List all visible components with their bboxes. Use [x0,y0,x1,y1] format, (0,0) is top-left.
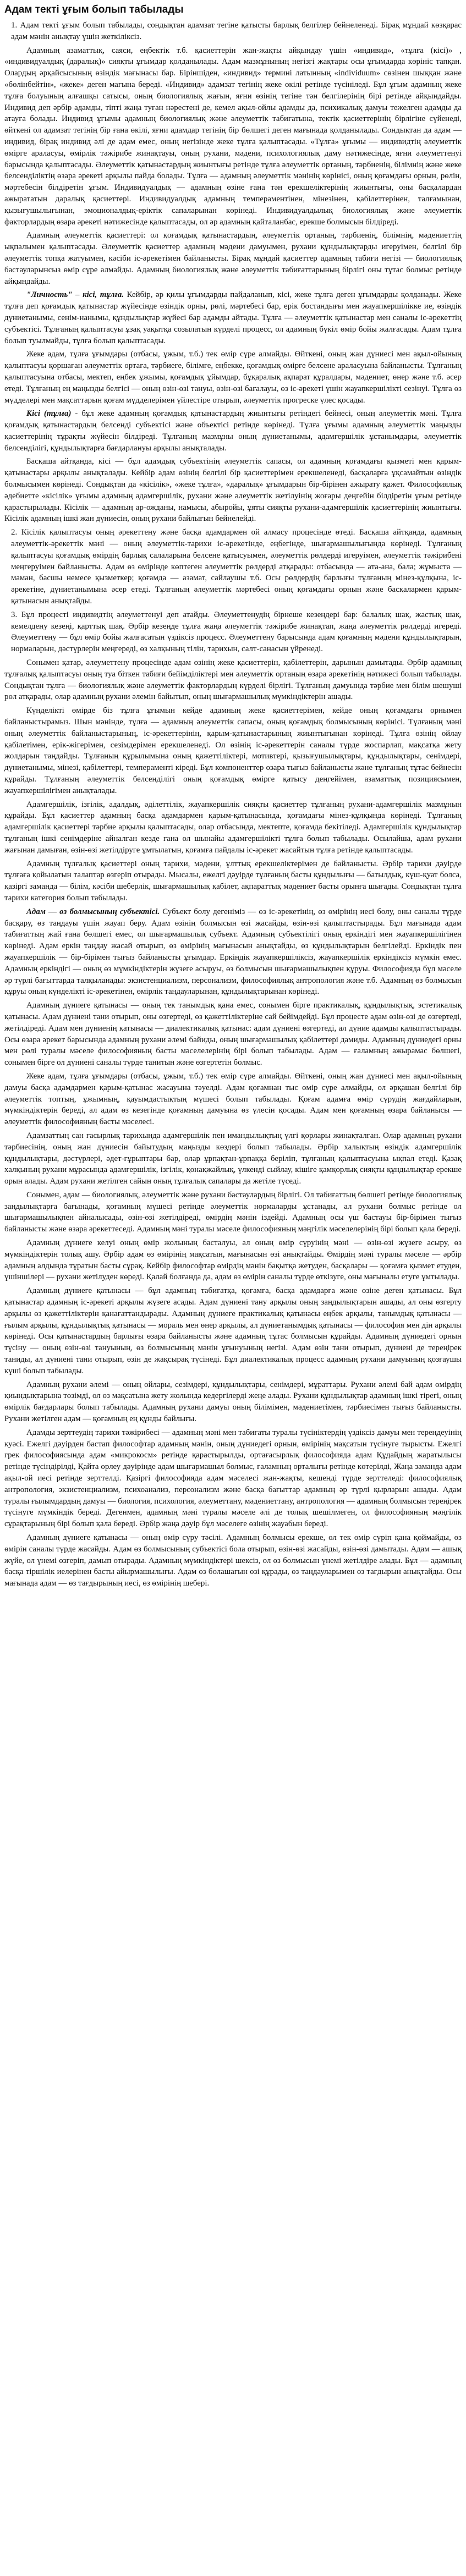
body-paragraph: Адамның рухани әлемі — оның ойлары, сезімдері, құндылықтары, сенімдері, мұраттары. Рухани әлемі бай адам өмірдің қиындықтарына төзімді, ол өз мақсатына жету жолында кедергілерді жеңе алады. Рухани құндылықтар адамның ішкі тірегі, оның өмірлік бағдарлары болып табылады. Адамның рухани дамуы оның білімімен, мәдениетімен, тәрбиесімен тығыз байланысты. Рухани жетілген адам — қоғамның ең құнды байлығы. [4,1380,462,1424]
body-paragraph: Адамның дүниеге қатынасы — оның өмір сүру тәсілі. Адамның болмысы ерекше, ол тек өмір сүріп қана қоймайды, өз өмірін саналы түрде жасайды. Адам өз болмысының субъектісі бола отырып, өзін-өзі жасайды, өзін-өзі дамытады. Адам — ашық жүйе, ол үнемі өзгеріп, дамып отырады. Адамның мүмкіндіктері шексіз, ол өз болмысын үнемі жетілдіре алады. Бұл — адамның басқа тіршілік иелерінен басты айырмашылығы. Адам өз болашағын өзі құрады, өз таңдауларымен өз тағдырын анықтайды. Осы мағынада адам — өз тағдырының иесі, өз өмірінің шебері. [4,1533,462,1588]
body-paragraph: Адамның дүниеге қатынасы — бұл адамның табиғатқа, қоғамға, басқа адамдарға және өзіне деген қатынасы. Бұл қатынастар адамның іс-әрекеті арқылы жүзеге асады. Адам дүниені тану арқылы оның заңдылықтарын ашады, ал оны өзгерту арқылы өз қажеттіліктерін қанағаттандырады. Адамның дүниеге практикалық қатынасы еңбек арқылы, танымдық қатынасы — ғылым арқылы, құндылықтық қатынасы — мораль мен өнер арқылы, ал дүниетанымдық қатынасы — философия мен дін арқылы көрінеді. Осы қатынастардың барлығы өзара байланысты және адамның тұтас болмысын құрайды. Адамның дүниедегі орнын түсіну — оның өзін-өзі тануының, өз болмысының мәнін ұғынуының негізі. Адам өзін тани отырып, дүниені де тереңірек таниды, ал дүниені тани отырып, өзін де жақсырақ түсінеді. Бұл диалектикалық процесс адамның рухани дамуының қозғаушы күші болып табылады. [4,1286,462,1375]
body-paragraph: Жеке адам, тұлға ұғымдары (отбасы, ұжым, т.б.) тек өмір сүре алмайды. Өйткені, оның жан дүниесі мен ақыл-ойының дамуы басқа адамдармен қарым-қатынас жасауына тәуелді. Адам қоғамнан тыс өмір сүре алмайды, ол әрқашан белгілі бір әлеуметтік топтың, ұжымның, қауымдастықтың мүшесі болып табылады. Қоғам адамға өмір сүрудің жағдайларын, мүмкіндіктерін береді, ал адам өз кезегінде қоғамның дамуына өз үлесін қосады. Адам мен қоғамның өзара байланысы — әлеуметтік философияның басты мәселесі. [4,1071,462,1127]
body-paragraph: Сонымен қатар, әлеуметтену процесінде адам өзінің жеке қасиеттерін, қабілеттерін, дарынын дамытады. Әрбір адамның тұлғалық қалыптасуы оның туа біткен табиғи бейімділіктері мен әлеуметтік ортаның өзара әрекетінің нәтижесі болып табылады. Сондықтан тұлға — биологиялық және әлеуметтік факторлардың күрделі бірлігі. Тұлғаның дамуында тәрбие мен білім шешуші рөл атқарады, олар адамның рухани әлемін байытып, оның шығармашылық мүмкіндіктерін ашады. [4,658,462,702]
document-title: Адам текті ұғым болып табылады [4,4,184,15]
paragraph-text: Субъект болу дегеніміз — өз іс-әрекетінің, өз өмірінің иесі болу, оны саналы түрде басқару, өз таңдауы үшін жауап беру. Адам өзінің болмысын өзі жасайды, өзін-өзі қалыптастырады. Бұл мағынада адам табиғаттың жай ғана бөлшегі емес, ол шығармашылық субъект. Адамның субъектілігі оның еркіндігі мен жауапкершілігінен көрінеді. Адам еркін таңдау жасай отырып, өз өмірінің мағынасын анықтайды, өз құндылықтарын белгілейді. Еркіндік пен жауапкершілік — бір-бірімен тығыз байланысты ұғымдар. Еркіндік жауапкершіліксіз, жауапкершілік еркіндіксіз мүмкін емес. Адамның еркіндігі — оның өз мүмкіндіктерін жүзеге асыруы, өз болмысын шығармашылықпен құруы. Философияда бұл мәселе әр түрлі бағыттарда талқыланады: экзистенциализм, персонализм, философиялық антропология және т.б. Адамның өз болмысын құруы оның күнделікті іс-әрекетінен, өмірлік таңдауларынан, құндылықтарынан көрінеді. [4,907,462,997]
body-paragraph: Жеке адам, тұлға ұғымдары (отбасы, ұжым, т.б.) тек өмір сүре алмайды. Өйткені, оның жан дүниесі мен ақыл-ойының қалыптасуы қоршаған әлеуметтік ортаға, тәрбиеге, білімге, еңбекке, қоғамдық өмірге белсене араласуына байланысты. Тұлғаның қалыптасуына отбасы, мектеп, еңбек ұжымы, қоғамдық ұйымдар, бұқаралық ақпарат құралдары, мәдениет, өнер және т.б. әсер етеді. Тұлғаның ең маңызды белгісі — оның өзін-өзі тануы, өзін-өзі бағалауы, өз іс-әрекеті үшін жауапкершілікті сезінуі. Тұлға өз мүдделері мен мақсаттарын қоғам мүдделерімен үйлестіре отырып, әлеуметтік прогреске үлес қосады. [4,350,462,405]
paragraph-text: - бұл жеке адамның қоғамдық қатынастардың жиынтығы ретіндегі бейнесі, оның әлеуметтік мәні. Тұлға қоғамдық қатынастардың белсенді субъектісі және объектісі ретінде көрінеді. Тұлға ұғымы адамның әлеуметтік маңызды қасиеттерінің тұрақты жүйесін білдіреді. Тұлғаның мазмұны оның дүниетанымы, адамгершілік ұстанымдары, әлеуметтік белсенділігі, құндылықтарға бағдарлануы арқылы анықталады. [4,409,462,453]
body-paragraph: Адамның дүниеге келуі оның өмір жолының басталуы, ал оның өмір сүруінің мәні — өзін-өзі жүзеге асыру, өз мүмкіндіктерін толық ашу. Әрбір адам өз өмірінің мақсатын, мағынасын өзі анықтайды. Өмірдің мәні туралы мәселе — әрбір адамның алдында тұратын басты сұрақ. Кейбір философтар өмірдің мәнін бақытқа жетуден, басқалары — қоғамға қызмет етуден, үшіншілері — рухани жетілуден көреді. Қалай болғанда да, адам өз өмірін саналы түрде өткізуге, оны мағыналы етуге ұмтылады. [4,1239,462,1282]
numbered-paragraph: 1. Адам текті ұғым болып табылады, сондықтан адамзат тегіне қатысты барлық белгілер бейнеленеді. Бірақ мұндай көзқарас адам мәнін анықтау үшін жеткіліксіз. [11,21,462,41]
body-paragraph [4,906,462,998]
numbered-paragraph: 2. Кісілік қалыптасуы оның әрекеттену және басқа адамдармен ой алмасу процесінде өтеді. Басқаша айтқанда, адамның әлеуметтік-әрекеттік мәні — оның әлеуметтік-тарихи іс-әрекетінде, еңбегінде, шығармашылығында көрінеді. Тұлғаның қалыптасуы қоғамдық өмірдің барлық салаларына белсене қатысуымен, әлеуметтік рөлдерді игеруімен, әлеуметтік тәжірибені меңгеруімен байланысты. Адам өз өмірінде көптеген әлеуметтік рөлдерді атқарады: отбасында — ата-ана, бала; жұмыста — маман, басшы немесе қызметкер; қоғамда — азамат, сайлаушы т.б. Осы рөлдердің барлығы тұлғаның мінез-құлқына, іс-әрекетіне, дүниетанымына әсер етеді. Тұлғаның әлеуметтік мәртебесі оның қоғамдағы орнын және басқалармен қарым-қатынасын анықтайды. [11,528,462,606]
body-paragraph: Адамның тұлғалық қасиеттері оның тарихи, мәдени, ұлттық ерекшеліктерімен де байланысты. Әрбір тарихи дәуірде тұлғаға қойылатын талаптар өзгеріп отырады. Мысалы, ежелгі дәуірде тұлғаның басты құндылығы — батылдық, күш-қуат болса, қазіргі заманда — білім, кәсіби шеберлік, шығармашылық қабілет, ақпараттық мәдениет басты орынға шығады. Сондықтан тұлға тарихи категория болып табылады. [4,859,462,902]
body-paragraph: Күнделікті өмірде біз тұлға ұғымын кейде адамның жеке қасиеттерімен, кейде оның қоғамдағы орнымен байланыстырамыз. Шын мәнінде, тұлға — адамның әлеуметтік сапасы, оның қоғамдық болмысының көрінісі. Тұлғаның мәні оның әлеуметтік байланыстарының, іс-әрекеттерінің, қарым-қатынастарының жиынтығынан көрінеді. Тұлға өзінің ойлау қабілетімен, ерік-жігерімен, сезімдерімен ерекшеленеді. Ол өзінің іс-әрекеттерін саналы түрде жоспарлап, мақсатқа жету жолдарын таңдайды. Тұлғаның құрылымына оның қажеттіліктері, мотивтері, қызығушылықтары, құндылықтары, сенімдері, дүниетанымы, мінезі, қабілеттері, темпераменті кіреді. Бұл компоненттер өзара тығыз байланысты және тұлғаның тұтас бейнесін құрайды. Тұлғаның әлеуметтік белсенділігі оның қоғамдық өмірге қатысу деңгейімен, азаматтық позициясымен, жауапкершілігімен анықталады. [4,706,462,795]
paragraph-text: Кейбір, әр қилы ұғымдарды пайдаланып, кісі, жеке тұлға деген ұғымдарды қолданады. Жеке тұлға деп қоғамдық қатынастар жүйесінде өзіндік орны, рөлі, мәртебесі бар, ерік бостандығы мен жауапкершілікке ие, өзіндік дүниетанымы, сенім-нанымы, құндылықтар жүйесі бар адамды айтады. Тұлға — әлеуметтік қатынастар мен саналы іс-әрекеттің субъектісі. Тұлғаның қалыптасуы ұзақ уақытқа созылатын күрделі процесс, ол адамның бүкіл өмір бойы жалғасады. Адам тұлға болып туылмайды, тұлға болып қалыптасады. [4,290,462,345]
body-paragraph: Адамды зерттеудің тарихи тәжірибесі — адамның мәні мен табиғаты туралы түсініктердің үздіксіз дамуы мен тереңдеуінің куәсі. Ежелгі дәуірден бастап философтар адамның мәнін, оның дүниедегі орнын, өмірінің мақсатын түсінуге тырысты. Ежелгі грек философиясында адам «микрокосм» ретінде қарастырылды, ортағасырлық философияда адам Құдайдың жаратылысы ретінде түсіндірілді, Қайта өрлеу дәуірінде адам шығармашыл болмыс, ғаламның орталығы ретінде көтерілді, Жаңа заманда адам ақыл-ой иесі ретінде зерттелді. Қазіргі философияда адам мәселесі жан-жақты, кешенді түрде зерттеледі: философиялық антропология, экзистенциализм, психоанализ, персонализм және басқа бағыттар адамның әр түрлі қырларын ашады. Адам туралы ғылымдардың дамуы — биология, психология, әлеуметтану, мәдениеттану, антропология — адамның болмысын тереңірек түсінуге мүмкіндік береді. Дегенмен, адамның мәні туралы мәселе әлі де толық шешілмеген, ол философияның мәңгілік сұрақтарының бірі болып қала береді. Әрбір жаңа дәуір бұл мәселеге өзінің жауабын береді. [4,1428,462,1529]
body-paragraph [4,408,462,454]
body-paragraph: Адамның әлеуметтік қасиеттері: ол қоғамдық қатынастардың, әлеуметтік ортаның, тәрбиенің, білімнің, мәдениеттің ықпалымен қалыптасады. Әлеуметтік қасиеттер адамның мәдени дамуымен, рухани құндылықтарды игеруімен, белгілі бір әлеуметтік топқа жатуымен, кәсіби іс-әрекетімен байланысты. Бірақ мұндай қасиеттер адамның табиғи негізі — биологиялық бастауларынсыз өмір сүре алмайды. Адамның биологиялық және әлеуметтік табиғаттарының бірлігі оны тұтас болмыс ретінде айқындайды. [4,231,462,286]
body-paragraph: Басқаша айтқанда, кісі — бұл адамдық субъектінің әлеуметтік сапасы, ол адамның қоғамдағы қызметі мен қарым-қатынастары арқылы анықталады. Кейбір адам өзінің белгілі бір қасиеттерімен ерекшеленеді, басқаларға ұқсамайтын өзіндік болмысымен көрінеді. Сондықтан да «кісілік», «жеке тұлға», «даралық» ұғымдарын бір-бірінен ажырату қажет. Философиялық әдебиетте «кісілік» ұғымы адамның адамгершілік, рухани және әлеуметтік жетілуінің жоғары деңгейін білдіретін ұғым ретінде қарастырылады. Кісілік — адамның ар-ожданы, намысы, абыройы, ұяты сияқты рухани-адамгершілік қасиеттерінің жиынтығы. Кісілік адамның ішкі жан дүниесін, оның рухани байлығын бейнелейді. [4,457,462,524]
paragraph-lead-term: "Личность" – кісі, тұлға. [26,290,124,300]
body-paragraph [4,289,462,346]
body-paragraph: Адамның азаматтық, саяси, еңбектік т.б. қасиеттерін жан-жақты айқындау үшін «индивид», «тұлға (кісі)» , «индивидуалдық (даралық)» сияқты ұғымдар қолданылады. Адам мазмұнының негізгі жақтары осы ұғымдарда көрініс тапқан. Олардың әрқайсысының өзіндік мағынасы бар. Біріншіден, «индивид» термині латынның «individuum» сөзінен шыққан және «бөлінбейтін», «жеке» деген мағына береді. «Индивид» адамзат тегінің жеке өкілі ретінде түсініледі. Бұл ұғым адамның жеке тұлға болуының алғашқы сатысы, оның биологиялық жағын, яғни өзінің тегіне тән белгілерінің бірі ретінде айқындайды. Индивид деп әрбір адамды, тіпті жаңа туған нәрестені де, кемел ақыл-ойлы адамды да, психикалық дамуы тежелген адамды да атауға болады. Индивид ұғымы адамның биологиялық және әлеуметтік табиғатына, тектік қасиеттерінің бірлігіне сүйенеді, өйткені ол адамзат тегінің бір ғана өкілі, яғни адамдар тегінің бір бөлшегі деген мағынада қолданылады. Сондықтан да адам — индивид, бірақ индивид әлі де адам емес, оның негізінде жеке тұлға қалыптасады. «Тұлға» ұғымы — индивидтің әлеуметтік өмірге араласуы, өмірлік тәжірибе жинақтауы, оның рухани, мәдени, психологиялық даму нәтижесінде, яғни әлеуметтенуі барысында қалыптасады. Әлеуметтік қатынастардың жиынтығы ретінде тұлға әлеуметтік ортаның, тәрбиенің, білімнің және жеке белсенділіктің өзара әрекеті арқылы пайда болады. Тұлға — адамның әлеуметтік мәнінің көрінісі, оның қоғамдағы орнын, рөлін, мәртебесін білдіретін ұғым. Индивидуалдық — адамның өзіне ғана тән ерекшеліктерінің жиынтығы, оны басқалардан ажырататын даралық қасиеттері. Индивидуалдық адамның темпераментінен, мінезінен, қабілеттерінен, талғамынан, қызығушылығынан, эмоционалдық-еріктік сапаларынан көрінеді. Индивидуалдылық биологиялық және әлеуметтік факторлардың өзара әрекеті нәтижесінде қалыптасады, ол әр адамның қайталанбас, ерекше болмысын білдіреді. [4,46,462,227]
body-paragraph: Сонымен, адам — биологиялық, әлеуметтік және рухани бастаулардың бірлігі. Ол табиғаттың бөлшегі ретінде биологиялық заңдылықтарға бағынады, қоғамның мүшесі ретінде әлеуметтік нормаларды ұстанады, ал рухани болмыс ретінде ол шығармашылықпен айналысады, өзін-өзі жетілдіреді, өмірдің мәнін іздейді. Адамның осы үш бастауы бір-бірімен тығыз байланысты және өзара әрекеттеседі. Адамның мәні туралы мәселе философияның мәңгілік мәселелерінің бірі болып қала береді. [4,1190,462,1234]
paragraph-lead-term: Кісі (тұлға) [26,409,72,419]
document-body [4,20,462,1589]
numbered-paragraph: 3. Бұл процесті индивидтің әлеуметтенуі деп атайды. Әлеуметтенудің бірнеше кезеңдері бар: балалық шақ, жастық шақ, кемелдену кезеңі, қарттық шақ. Әрбір кезеңде тұлға жаңа әлеуметтік тәжірибе жинақтап, жаңа әлеуметтік рөлдерді игереді. Әлеуметтену — бұл өмір бойы жалғасатын үздіксіз процесс. Әлеуметтену барысында адам қоғамның мәдени құндылықтарын, нормаларын, дәстүрлерін меңгереді, өз халқының тілін, тарихын, салт-санасын үйренеді. [11,610,462,654]
body-paragraph: Адамгершілік, ізгілік, адалдық, әділеттілік, жауапкершілік сияқты қасиеттер тұлғаның рухани-адамгершілік мазмұнын құрайды. Бұл қасиеттер адамның басқа адамдармен қарым-қатынасында, қоғамдағы мінез-құлқында көрінеді. Тұлғаның адамгершілік қасиеттері тәрбие арқылы қалыптасады, олар отбасында, мектепте, қоғамда бекітіледі. Адамгершілік құндылықтар тұлғаның ішкі сенімдеріне айналған кезде ғана ол шынайы адамгершілікті тұлға болып табылады. Осылайша, адам рухани жағынан дамыған, өзін-өзі жетілдіруге ұмтылатын, қоғамға пайдалы іс-әрекет жасайтын тұлға ретінде қалыптасады. [4,800,462,855]
paragraph-lead-term: Адам — өз болмысының субъектісі. [26,907,160,916]
body-paragraph: Адамзаттың сан ғасырлық тарихында адамгершілік пен имандылықтың үлгі қорлары жинақталған. Олар адамның рухани тәрбиесінің, оның жан дүниесін байытудың маңызды көздері болып табылады. Әрбір халықтың өзіндік адамгершілік құндылықтары, дәстүрлері, әдет-ғұрыптары бар, олар ұрпақтан-ұрпаққа беріліп, тұлғаның қалыптасуына ықпал етеді. Қазақ халқының рухани мұрасында адамгершілік, ізгілік, қонақжайлық, үлкенді сыйлау, кішіге қамқорлық сияқты құндылықтар ерекше орын алады. Адам рухани жетілген сайын оның тұлғалық сапалары да жетіле түседі. [4,1131,462,1186]
body-paragraph: Адамның дүниеге қатынасы — оның тек танымдық қана емес, сонымен бірге практикалық, құндылықтық, эстетикалық қатынасы. Адам дүниені тани отырып, оны өзгертеді, өз қажеттіліктеріне сай бейімдейді. Бұл процесте адам өзін-өзі де өзгертеді, жетілдіреді. Адам мен дүниенің қатынасы — диалектикалық қатынас: адам дүниені өзгертеді, ал дүние адамды қалыптастырады. Осы өзара әрекет барысында адамның рухани әлемі байиды, оның шығармашылық қабілеттері дамиды. Адамның дүниедегі орны мен рөлі туралы мәселе философияның басты мәселелерінің бірі болып табылады. Адам — ғаламның ажырамас бөлшегі, сонымен бірге ол дүниені саналы түрде танитын және өзгертетін болмыс. [4,1001,462,1067]
